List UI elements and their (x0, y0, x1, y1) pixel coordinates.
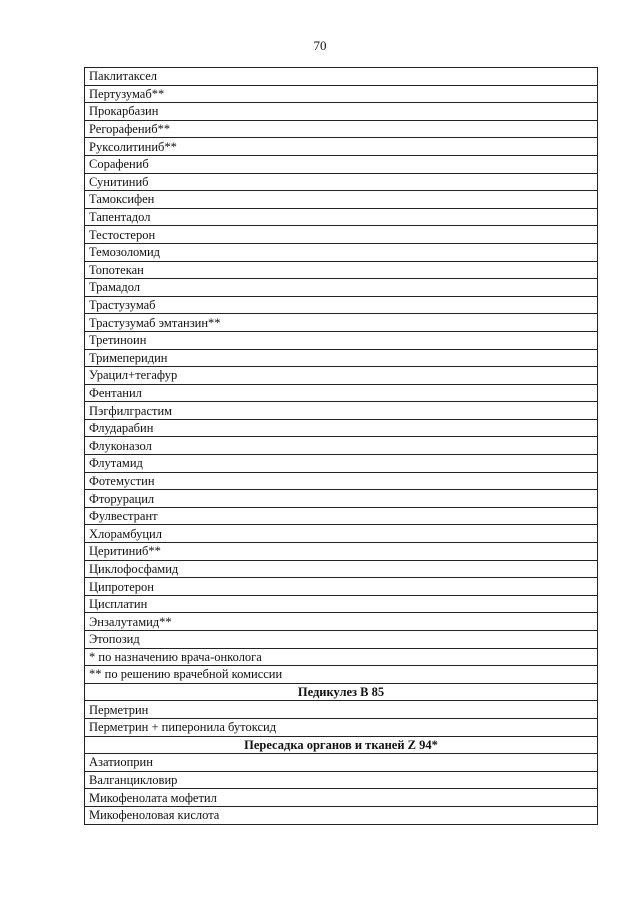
drug-name: Тамоксифен (85, 191, 598, 209)
table-row (85, 771, 598, 789)
drug-name: Перметрин (85, 701, 598, 719)
drug-name: Тестостерон (85, 226, 598, 244)
drug-name: Микофеноловая кислота (85, 806, 598, 824)
table-row (85, 560, 598, 578)
drug-name: Микофенолата мофетил (85, 789, 598, 807)
drug-name: Темозоломид (85, 243, 598, 261)
table-row (85, 789, 598, 807)
table-row (85, 490, 598, 508)
drug-name: Регорафениб** (85, 120, 598, 138)
table-row (85, 718, 598, 736)
table-row (85, 331, 598, 349)
table-row (85, 155, 598, 173)
table-row (85, 472, 598, 490)
table-row (85, 806, 598, 824)
drug-name: Флутамид (85, 455, 598, 473)
drug-name: Трамадол (85, 279, 598, 297)
drug-name: Ципротерон (85, 578, 598, 596)
table-row (85, 349, 598, 367)
footnote-text: * по назначению врача-онколога (85, 648, 598, 666)
drug-name: Циклофосфамид (85, 560, 598, 578)
table-row (85, 173, 598, 191)
drug-name: Пэгфилграстим (85, 402, 598, 420)
drug-name: Трастузумаб (85, 296, 598, 314)
drug-name: Тапентадол (85, 208, 598, 226)
drug-name: Этопозид (85, 631, 598, 649)
footnote-row (85, 666, 598, 684)
table-row (85, 384, 598, 402)
drug-name: Церитиниб** (85, 543, 598, 561)
table-row (85, 543, 598, 561)
table-row (85, 138, 598, 156)
table-row (85, 507, 598, 525)
drug-name: Азатиоприн (85, 754, 598, 772)
drug-name: Руксолитиниб** (85, 138, 598, 156)
drug-name: Фторурацил (85, 490, 598, 508)
drug-name: Фентанил (85, 384, 598, 402)
drug-name: Фулвестрант (85, 507, 598, 525)
table-row (85, 191, 598, 209)
table-row (85, 279, 598, 297)
table-row (85, 243, 598, 261)
drug-name: Флуконазол (85, 437, 598, 455)
drug-name: Топотекан (85, 261, 598, 279)
drug-name: Прокарбазин (85, 103, 598, 121)
table-row (85, 85, 598, 103)
table-row (85, 296, 598, 314)
table-row (85, 613, 598, 631)
page-number: 70 (313, 38, 327, 53)
table-row (85, 525, 598, 543)
drug-name: Энзалутамид** (85, 613, 598, 631)
drug-name: Сорафениб (85, 155, 598, 173)
drug-name: Трастузумаб эмтанзин** (85, 314, 598, 332)
table-row (85, 402, 598, 420)
table-row (85, 68, 598, 86)
footnote-text: ** по решению врачебной комиссии (85, 666, 598, 684)
table-row (85, 261, 598, 279)
drug-name: Паклитаксел (85, 68, 598, 86)
table-row (85, 437, 598, 455)
drug-name: Сунитиниб (85, 173, 598, 191)
drug-name: Пертузумаб** (85, 85, 598, 103)
drug-name: Урацил+тегафур (85, 367, 598, 385)
table-row (85, 226, 598, 244)
table-row (85, 578, 598, 596)
table-row (85, 120, 598, 138)
table-row (85, 631, 598, 649)
drug-name: Валганцикловир (85, 771, 598, 789)
section-header-row (85, 736, 598, 754)
table-row (85, 314, 598, 332)
section-title: Педикулез В 85 (85, 683, 598, 701)
table-row (85, 455, 598, 473)
drug-name: Тримеперидин (85, 349, 598, 367)
table-row (85, 419, 598, 437)
section-title: Пересадка органов и тканей Z 94* (85, 736, 598, 754)
drug-list-table (84, 67, 598, 825)
table-row (85, 103, 598, 121)
table-row (85, 367, 598, 385)
table-row (85, 754, 598, 772)
drug-name: Перметрин + пиперонила бутоксид (85, 718, 598, 736)
table-row (85, 701, 598, 719)
drug-name: Флударабин (85, 419, 598, 437)
table-row (85, 595, 598, 613)
drug-name: Цисплатин (85, 595, 598, 613)
table-row (85, 208, 598, 226)
drug-name: Третиноин (85, 331, 598, 349)
drug-list-body (85, 68, 598, 825)
footnote-row (85, 648, 598, 666)
drug-name: Хлорамбуцил (85, 525, 598, 543)
drug-name: Фотемустин (85, 472, 598, 490)
section-header-row (85, 683, 598, 701)
